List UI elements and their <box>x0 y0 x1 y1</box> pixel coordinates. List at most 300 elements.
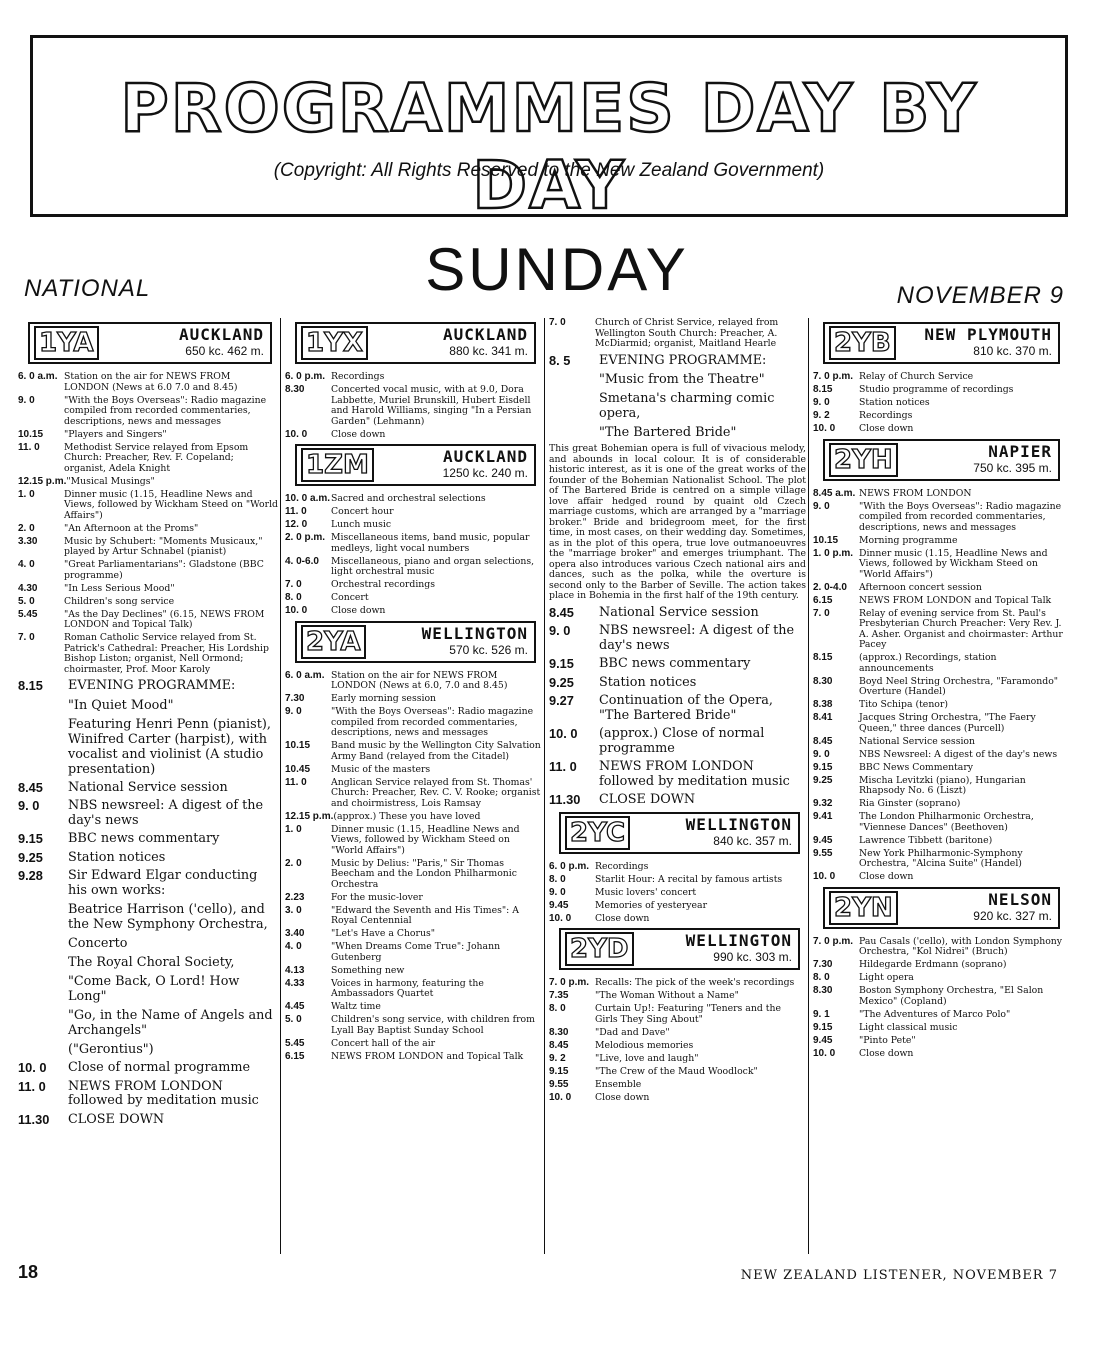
column-1 <box>18 318 278 1254</box>
programme-time: 10.15 <box>18 428 44 440</box>
programme-time: 2. 0 p.m. <box>285 532 326 543</box>
programme-desc: Band music by the Wellington City Salvation Army Band (relayed from the Citadel) <box>331 740 541 762</box>
programme-time: 4.33 <box>285 977 305 989</box>
programme-desc: Starlit Hour: A recital by famous artists <box>595 873 783 885</box>
station-city: NEW PLYMOUTH <box>924 325 1052 344</box>
programme-desc: EVENING PROGRAMME: <box>599 352 767 368</box>
programme-item <box>813 609 1066 651</box>
programme-time: 9.45 <box>813 1034 833 1046</box>
programme-desc: Jacques String Orchestra, "The Faery Queen," three dances (Purcell) <box>859 712 1036 734</box>
programme-desc: Light opera <box>859 972 914 983</box>
programme-desc: (approx.) These you have loved <box>333 810 481 822</box>
programme-time: 12.15 p.m. <box>285 810 334 822</box>
programme-desc: NBS newsreel: A digest of the day's news <box>68 798 264 828</box>
station-header-2yc <box>559 812 800 854</box>
programme-time: 8. 0 <box>549 873 566 885</box>
programme-desc: Dinner music (1.15, Headline News and Views, followed by Wickham Steed on "World Affairs") <box>64 488 278 521</box>
programme-list-1yx <box>285 372 542 440</box>
programme-item <box>285 494 542 505</box>
column-3 <box>544 318 806 1254</box>
programme-time: 8.30 <box>813 985 833 996</box>
programme-desc: "With the Boys Overseas": Radio magazine compiled from recorded commentaries, descriptions, news and messages <box>859 500 1062 533</box>
programme-time: 4.30 <box>18 582 38 594</box>
programme-list-2yc <box>549 862 806 925</box>
programme-time: 5. 0 <box>285 1014 302 1025</box>
programme-time: 4.13 <box>285 964 305 976</box>
programme-item <box>813 960 1066 971</box>
programme-time: 11. 0 <box>285 506 307 517</box>
programme-desc: Boston Symphony Orchestra, "El Salon Mexico" (Copland) <box>859 985 1044 1007</box>
programme-item <box>549 676 806 691</box>
programme-item <box>18 633 278 675</box>
programme-item <box>549 875 806 886</box>
station-frequency: 1250 kc. 240 m. <box>442 466 528 480</box>
programme-item <box>18 477 278 488</box>
programme-time: 10.45 <box>285 763 311 775</box>
programme-time: 4. 0-6.0 <box>285 555 319 567</box>
programme-item <box>285 1002 542 1013</box>
programme-desc: CLOSE DOWN <box>599 792 696 807</box>
programme-desc: Music lovers' concert <box>595 886 697 898</box>
programme-desc: (approx.) Recordings, station announcements <box>859 652 997 674</box>
programme-desc: Close of normal programme <box>68 1060 251 1075</box>
evening-details-1ya <box>18 698 278 777</box>
programme-time: 6. 0 p.m. <box>549 860 590 872</box>
programme-desc: "Great Parliamentarians": Gladstone (BBC programme) <box>64 559 264 581</box>
programme-item <box>285 906 542 927</box>
programme-desc: Early morning session <box>331 693 437 704</box>
programme-time: 8.15 <box>813 652 833 663</box>
programme-desc: Something new <box>331 964 405 976</box>
station-callsign: 2YC <box>565 816 630 850</box>
programme-desc: "With the Boys Overseas": Radio magazine compiled from recorded commentaries, descriptions, news and messages <box>64 394 267 427</box>
programme-item <box>549 888 806 899</box>
station-frequency: 650 kc. 462 m. <box>185 344 264 358</box>
programme-time: 9.55 <box>813 847 833 859</box>
programme-time: 9. 0 <box>18 798 40 813</box>
programme-desc: Children's song service, with children from Lyall Bay Baptist Sunday School <box>331 1014 535 1036</box>
programme-list-2ya <box>285 671 542 1063</box>
programme-item <box>549 694 806 723</box>
programme-desc: "Let's Have a Chorus" <box>331 928 436 939</box>
programme-item <box>18 597 278 608</box>
programme-detail-line: Beatrice Harrison ('cello), and the New Symphony Orchestra, <box>68 902 268 932</box>
programme-desc: Concerted vocal music, with at 9.0, Dora Labbette, Muriel Brunskill, Hubert Eisdell and Harold Williams, singing "In a Persian Garden" (Lehmann) <box>331 384 532 427</box>
programme-time: 10. 0 <box>285 428 308 440</box>
programme-item <box>285 942 542 963</box>
programme-time: 11. 0 <box>549 759 577 774</box>
programme-desc: NEWS FROM LONDON and Topical Talk <box>331 1050 524 1062</box>
programme-item <box>549 606 806 621</box>
station-callsign: 2YB <box>829 326 896 360</box>
programme-time: 6. 0 a.m. <box>285 669 325 681</box>
programme-time: 7.35 <box>549 990 569 1001</box>
programme-item <box>18 869 278 898</box>
day-heading: SUNDAY <box>425 236 689 303</box>
programme-time: 9.25 <box>813 774 833 786</box>
programme-item <box>549 914 806 925</box>
programme-time: 8.30 <box>813 675 833 687</box>
programme-time: 9.25 <box>18 849 43 865</box>
programme-item <box>813 700 1066 711</box>
programme-desc: Close down <box>859 871 914 882</box>
programme-desc: For the music-lover <box>331 891 423 903</box>
programme-item <box>813 1023 1066 1034</box>
programme-desc: Light classical music <box>859 1021 958 1033</box>
programme-item <box>285 557 542 578</box>
programme-time: 8.15 <box>813 384 833 395</box>
station-header-1zm <box>295 444 536 486</box>
station-city: NELSON <box>988 889 1052 909</box>
programme-time: 4.45 <box>285 1001 305 1012</box>
programme-detail-line: ("Gerontius") <box>68 1042 154 1057</box>
programme-desc: Melodious memories <box>595 1039 694 1051</box>
programme-desc: Music of the masters <box>331 763 431 775</box>
station-city: AUCKLAND <box>442 447 528 466</box>
programme-desc: Dinner music (1.15, Headline News and Views, followed by Wickham Steed on "World Affairs") <box>331 823 520 856</box>
programme-desc: Concert hour <box>331 506 394 517</box>
programme-list-2ya-cont <box>549 318 806 350</box>
programme-detail-line: "The Bartered Bride" <box>599 425 737 440</box>
programme-time: 1. 0 <box>285 823 302 835</box>
programme-item <box>18 781 278 796</box>
programme-desc: "The Woman Without a Name" <box>595 990 739 1001</box>
programme-item <box>285 765 542 776</box>
programme-time: 8.38 <box>813 699 833 710</box>
programme-time: 2. 0 <box>285 857 302 869</box>
programme-item <box>285 671 542 692</box>
programme-item <box>813 583 1066 594</box>
programme-time: 9.15 <box>18 831 43 846</box>
programme-desc: "Edward the Seventh and His Times": A Royal Centennial <box>331 904 519 926</box>
programme-item <box>813 1036 1066 1047</box>
opera-synopsis: This great Bohemian opera is full of vivacious melody, and abounds in local colour. It is of considerable historic interest, as it is one of the great works of the founder of the Bohemian Nationalist School. The plot of The Bartered Bride is centred on a simple village love affair hedged round by quaint old Czech marriage customs, which are arranged by a "marriage broker." Bride and bridegroom meet, for the first time, in most cases, on their wedding day. Sometimes, as in the plot of this opera, true love outmanoeuvres the "marriage broker" and emerges triumphant. The opera also introduces various Czech national airs and dances, such as the polka, while the overture is second only to the Barber of Seville. The action takes place in Bohemia in the first half of the 19th century. <box>549 443 806 601</box>
programme-desc: Concert <box>331 592 369 603</box>
programme-desc: NBS newsreel: A digest of the day's news <box>599 623 795 653</box>
programme-item <box>549 1041 806 1052</box>
programme-time: 8.15 <box>18 678 43 693</box>
programme-item <box>549 1080 806 1091</box>
programme-list-2yd <box>549 978 806 1103</box>
station-callsign: 1YX <box>301 326 368 360</box>
station-header-2yd <box>559 928 800 970</box>
programme-time: 9. 0 <box>813 397 830 408</box>
programme-desc: Boyd Neel String Orchestra, "Faramondo" Overture (Handel) <box>859 675 1059 697</box>
programme-time: 9.45 <box>813 834 833 846</box>
programme-item <box>18 372 278 393</box>
programme-time: 9.15 <box>549 656 574 671</box>
station-city: WELLINGTON <box>685 931 792 950</box>
programme-desc: Studio programme of recordings <box>859 384 1014 395</box>
programme-item <box>813 411 1066 422</box>
programme-desc: Close down <box>331 605 386 616</box>
page-number: 18 <box>18 1262 39 1282</box>
programme-item <box>285 966 542 977</box>
programme-desc: "With the Boys Overseas": Radio magazine compiled from recorded commentaries, descriptions, news and messages <box>331 706 534 738</box>
programme-detail-line: Featuring Henri Penn (pianist), Winifred Carter (harpist), with vocalist and violinist (A studio presentation) <box>68 716 271 777</box>
programme-item <box>285 707 542 739</box>
programme-time: 10. 0 <box>813 1047 836 1059</box>
programme-desc: Pau Casals ('cello), with London Symphony Orchestra, "Kol Nidrei" (Bruch) <box>859 935 1063 957</box>
programme-desc: Close down <box>859 1047 914 1059</box>
programme-time: 9.25 <box>549 674 574 690</box>
programme-time: 9.15 <box>813 761 833 773</box>
programme-item <box>285 533 542 554</box>
programme-desc: Ria Ginster (soprano) <box>859 798 961 809</box>
programme-desc: "The Adventures of Marco Polo" <box>859 1008 1011 1020</box>
programme-item <box>549 1067 806 1078</box>
programme-desc: NEWS FROM LONDON <box>859 487 972 499</box>
programme-desc: Waltz time <box>331 1001 381 1012</box>
programme-desc: Sir Edward Elgar conducting his own works: <box>68 868 258 898</box>
programme-desc: Morning programme <box>859 534 958 546</box>
programme-item <box>18 610 278 631</box>
programme-detail-line: "Music from the Theatre" <box>599 372 765 387</box>
programme-time: 8.45 <box>549 604 574 620</box>
station-header-2yh <box>823 439 1060 481</box>
programme-list-1ya-night <box>18 781 278 899</box>
programme-time: 9. 1 <box>813 1008 830 1020</box>
programme-desc: Close down <box>595 912 650 924</box>
programme-desc: Miscellaneous, piano and organ selections, light orchestral music <box>331 555 535 577</box>
programme-time: 4. 0 <box>285 941 302 952</box>
station-callsign: 1ZM <box>301 448 374 482</box>
programme-item <box>813 713 1066 734</box>
programme-item <box>18 1061 278 1076</box>
programme-desc: Orchestral recordings <box>331 579 436 590</box>
programme-item <box>285 606 542 617</box>
programme-desc: "The Crew of the Maud Woodlock" <box>595 1065 758 1077</box>
programme-item <box>813 776 1066 797</box>
programme-item <box>549 657 806 672</box>
programme-item <box>549 1004 806 1025</box>
programme-time: 10.15 <box>285 740 311 751</box>
programme-time: 10. 0 <box>813 423 836 434</box>
programme-desc: The London Philharmonic Orchestra, "Viennese Dances" (Beethoven) <box>859 811 1034 833</box>
programme-item <box>285 812 542 823</box>
programme-time: 7. 0 <box>285 579 302 590</box>
programme-desc: Miscellaneous items, band music, popular medleys, light vocal numbers <box>331 532 530 554</box>
station-header-1ya <box>28 322 272 364</box>
programme-item <box>813 385 1066 396</box>
programme-desc: Music by Delius: "Paris," Sir Thomas Beecham and the London Philharmonic Orchestra <box>331 857 517 890</box>
programme-desc: NEWS FROM LONDON followed by meditation music <box>68 1078 259 1108</box>
programme-desc: Recordings <box>859 410 913 421</box>
programme-desc: Tito Schipa (tenor) <box>859 699 948 710</box>
programme-time: 9.15 <box>549 1065 569 1077</box>
programme-desc: Mischa Levitzki (piano), Hungarian Rhapsody No. 6 (Liszt) <box>859 774 1026 796</box>
programme-item <box>285 385 542 427</box>
programme-detail-line: Smetana's charming comic opera, <box>599 391 775 421</box>
programme-desc: NEWS FROM LONDON followed by meditation music <box>599 759 790 789</box>
date-label: NOVEMBER 9 <box>896 282 1064 309</box>
station-frequency: 810 kc. 370 m. <box>973 344 1052 358</box>
programme-time: 6.15 <box>285 1050 305 1062</box>
programme-desc: National Service session <box>68 779 228 795</box>
station-frequency: 990 kc. 303 m. <box>713 950 792 964</box>
programme-time: 11.30 <box>18 1111 50 1127</box>
station-callsign: 2YA <box>301 625 366 659</box>
programme-time: 7. 0 p.m. <box>813 935 854 947</box>
programme-list-1ya-close <box>18 1061 278 1127</box>
programme-time: 9.27 <box>549 693 574 708</box>
programme-item <box>285 1039 542 1050</box>
programme-item <box>813 596 1066 607</box>
programme-desc: Recordings <box>595 860 649 872</box>
station-header-2yn <box>823 887 1060 929</box>
programme-time: 6.15 <box>813 594 833 606</box>
programme-item <box>18 430 278 441</box>
programme-desc: Recordings <box>331 371 385 382</box>
programme-item <box>813 973 1066 984</box>
programme-time: 9.15 <box>813 1021 833 1033</box>
programme-time: 11. 0 <box>285 776 307 788</box>
programme-time: 12.15 p.m. <box>18 475 67 487</box>
programme-item <box>18 443 278 475</box>
programme-time: 7. 0 p.m. <box>813 371 854 382</box>
programme-item <box>813 372 1066 383</box>
programme-desc: EVENING PROGRAMME: <box>68 678 236 693</box>
programme-item <box>549 1054 806 1065</box>
programme-item <box>285 507 542 518</box>
programme-item <box>549 760 806 789</box>
programme-item <box>549 1093 806 1104</box>
programme-list-2ya-night <box>549 606 806 808</box>
programme-time: 8.45 <box>813 735 833 747</box>
programme-item <box>285 694 542 705</box>
programme-desc: NEWS FROM LONDON and Topical Talk <box>859 594 1052 606</box>
programme-desc: Anglican Service relayed from St. Thomas' Church: Preacher, Rev. C. V. Rooke; organist and choirmistress, Lois Ramsay <box>331 776 541 809</box>
programme-desc: National Service session <box>859 735 976 747</box>
programme-time: 8.30 <box>549 1026 569 1038</box>
programme-time: 10. 0 <box>813 871 836 882</box>
programme-item <box>813 549 1066 581</box>
station-header-2yb <box>823 322 1060 364</box>
station-city: WELLINGTON <box>685 814 792 834</box>
evening-programme <box>18 679 278 694</box>
programme-item <box>549 901 806 912</box>
programme-time: 8. 0 <box>549 1003 566 1014</box>
programme-time: 5.45 <box>18 608 38 620</box>
programme-item <box>813 812 1066 833</box>
programme-time: 2.23 <box>285 891 305 903</box>
programme-item <box>285 372 542 383</box>
programme-item <box>813 737 1066 748</box>
programme-desc: Relay of Church Service <box>859 371 974 382</box>
station-frequency: 840 kc. 357 m. <box>713 833 792 848</box>
programme-desc: Roman Catholic Service relayed from St. Patrick's Cathedral: Preacher, His Lordship Bishop Liston; organist, Nell Ormond; choirmaster, Prof. Moor Karoly <box>64 632 269 675</box>
programme-item <box>285 778 542 810</box>
programme-time: 6. 0 p.m. <box>285 371 326 382</box>
programme-desc: "As the Day Declines" (6.15, NEWS FROM LONDON and Topical Talk) <box>64 608 265 630</box>
column-2 <box>280 318 542 1254</box>
programme-desc: Church of Christ Service, relayed from Wellington South Church: Preacher, A. McDiarmid; organist, Maitland Hearle <box>595 318 779 349</box>
programme-item <box>18 1080 278 1109</box>
programme-desc: Continuation of the Opera, "The Bartered Bride" <box>599 693 773 723</box>
station-city: WELLINGTON <box>421 623 528 643</box>
programme-desc: Afternoon concert session <box>859 581 982 593</box>
programme-item <box>18 560 278 581</box>
programme-item <box>813 1010 1066 1021</box>
programme-time: 10. 0 a.m. <box>285 493 331 504</box>
programme-desc: Voices in harmony, featuring the Ambassadors Quartet <box>331 977 484 999</box>
programme-desc: Recalls: The pick of the week's recordings <box>595 977 795 988</box>
programme-desc: Station notices <box>68 849 166 865</box>
programme-time: 1. 0 p.m. <box>813 547 854 559</box>
programme-time: 8. 5 <box>549 352 571 368</box>
programme-desc: "Musical Musings" <box>66 475 155 487</box>
page-title: PROGRAMMES DAY BY DAY <box>120 70 978 224</box>
elgar-details <box>18 902 278 1057</box>
programme-time: 1. 0 <box>18 488 35 500</box>
programme-item <box>813 1049 1066 1060</box>
programme-item <box>549 978 806 989</box>
programme-item <box>285 520 542 531</box>
evening-programme <box>549 354 806 369</box>
programme-desc: Close down <box>595 1091 650 1103</box>
programme-time: 3.40 <box>285 928 305 939</box>
programme-time: 7. 0 <box>18 632 35 643</box>
programme-desc: BBC news commentary <box>599 656 751 671</box>
programme-item <box>285 979 542 1000</box>
programme-time: 2. 0-4.0 <box>813 581 847 593</box>
station-callsign: 1YA <box>34 326 99 360</box>
programme-time: 11. 0 <box>18 441 40 453</box>
programme-time: 9.28 <box>18 868 43 883</box>
programme-time: 9.45 <box>549 899 569 911</box>
programme-desc: Station notices <box>859 397 930 408</box>
programme-time: 10. 0 <box>549 912 572 924</box>
programme-item <box>18 1113 278 1128</box>
programme-list-2yh <box>813 489 1066 883</box>
programme-item <box>549 793 806 808</box>
programme-item <box>285 825 542 857</box>
publication-footer: NEW ZEALAND LISTENER, NOVEMBER 7 <box>740 1268 1058 1283</box>
column-4 <box>808 318 1066 1254</box>
copyright-notice: (Copyright: All Rights Reserved to the New Zealand Government) <box>273 160 825 181</box>
programme-item <box>549 1028 806 1039</box>
programme-desc: Station on the air for NEWS FROM LONDON (News at 6.0 7.0 and 8.45) <box>64 371 238 393</box>
programme-time: 9.55 <box>549 1078 569 1090</box>
programme-time: 7. 0 <box>549 318 566 328</box>
programme-desc: Curtain Up!: Featuring "Teners and the Girls They Sing About" <box>595 1003 781 1025</box>
programme-item <box>18 396 278 428</box>
programme-desc: "An Afternoon at the Proms" <box>64 522 199 534</box>
programme-desc: "In Less Serious Mood" <box>64 582 175 594</box>
programme-list-2yn <box>813 937 1066 1060</box>
programme-time: 8.30 <box>285 384 305 395</box>
programme-time: 12. 0 <box>285 519 308 530</box>
programme-time: 6. 0 a.m. <box>18 371 58 382</box>
programme-desc: New York Philharmonic-Symphony Orchestra, "Alcina Suite" (Handel) <box>859 847 1023 869</box>
programme-time: 10. 0 <box>549 726 578 741</box>
programme-desc: "Live, love and laugh" <box>595 1052 699 1064</box>
programme-item <box>549 318 806 350</box>
programme-item <box>813 799 1066 810</box>
programme-time: 11. 0 <box>18 1078 46 1094</box>
programme-item <box>813 836 1066 847</box>
programme-item <box>18 524 278 535</box>
programme-time: 9. 2 <box>813 410 830 421</box>
programme-desc: Lawrence Tibbett (baritone) <box>859 834 993 846</box>
programme-time: 2. 0 <box>18 522 35 534</box>
programme-item <box>813 536 1066 547</box>
programme-desc: NBS Newsreel: A digest of the day's news <box>859 748 1058 760</box>
station-frequency: 880 kc. 341 m. <box>449 344 528 358</box>
programme-item <box>285 929 542 940</box>
station-frequency: 750 kc. 395 m. <box>973 460 1052 475</box>
programme-detail-line: The Royal Choral Society, <box>68 955 235 970</box>
